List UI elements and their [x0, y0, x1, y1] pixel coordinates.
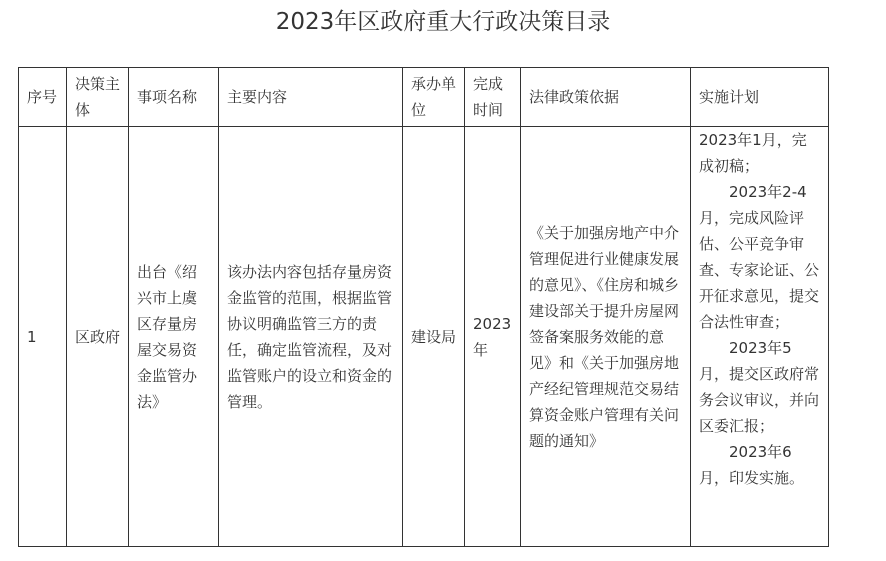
header-cell-unit: 承办单位	[403, 68, 465, 127]
plan-step: 2023年1月，完成初稿；	[699, 131, 807, 175]
cell-no: 1	[19, 127, 67, 547]
table-row	[19, 127, 829, 547]
plan-step: 2023年6月，印发实施。	[699, 443, 805, 487]
plan-step: 2023年2-4月，完成风险评估、公平竞争审查、专家论证、公开征求意见，提交合法性审查；	[699, 183, 820, 331]
header-cell-plan: 实施计划	[691, 68, 829, 127]
cell-subject: 区政府	[67, 127, 129, 547]
header-cell-content: 主要内容	[219, 68, 403, 127]
header-cell-item: 事项名称	[129, 68, 219, 127]
cell-item: 出台《绍兴市上虞区存量房屋交易资金监管办法》	[129, 127, 219, 547]
plan-step: 2023年5月，提交区政府常务会议审议，并向区委汇报；	[699, 339, 820, 435]
header-cell-subject: 决策主体	[67, 68, 129, 127]
table-header-row	[19, 68, 829, 127]
cell-basis: 《关于加强房地产中介管理促进行业健康发展的意见》、《住房和城乡建设部关于提升房屋网签备案服务效能的意见》和《关于加强房地产经纪管理规范交易结算资金账户管理有关问题的通知》	[521, 127, 691, 547]
cell-unit: 建设局	[403, 127, 465, 547]
header-cell-no: 序号	[19, 68, 67, 127]
cell-content: 该办法内容包括存量房资金监管的范围，根据监管协议明确监管三方的责任，确定监管流程，及对监管账户的设立和资金的管理。	[219, 127, 403, 547]
header-cell-basis: 法律政策依据	[521, 68, 691, 127]
decision-table	[18, 67, 829, 547]
header-cell-time: 完成时间	[465, 68, 521, 127]
page-title: 2023年区政府重大行政决策目录	[275, 9, 611, 35]
cell-time: 2023年	[465, 127, 521, 547]
cell-plan	[691, 127, 829, 547]
